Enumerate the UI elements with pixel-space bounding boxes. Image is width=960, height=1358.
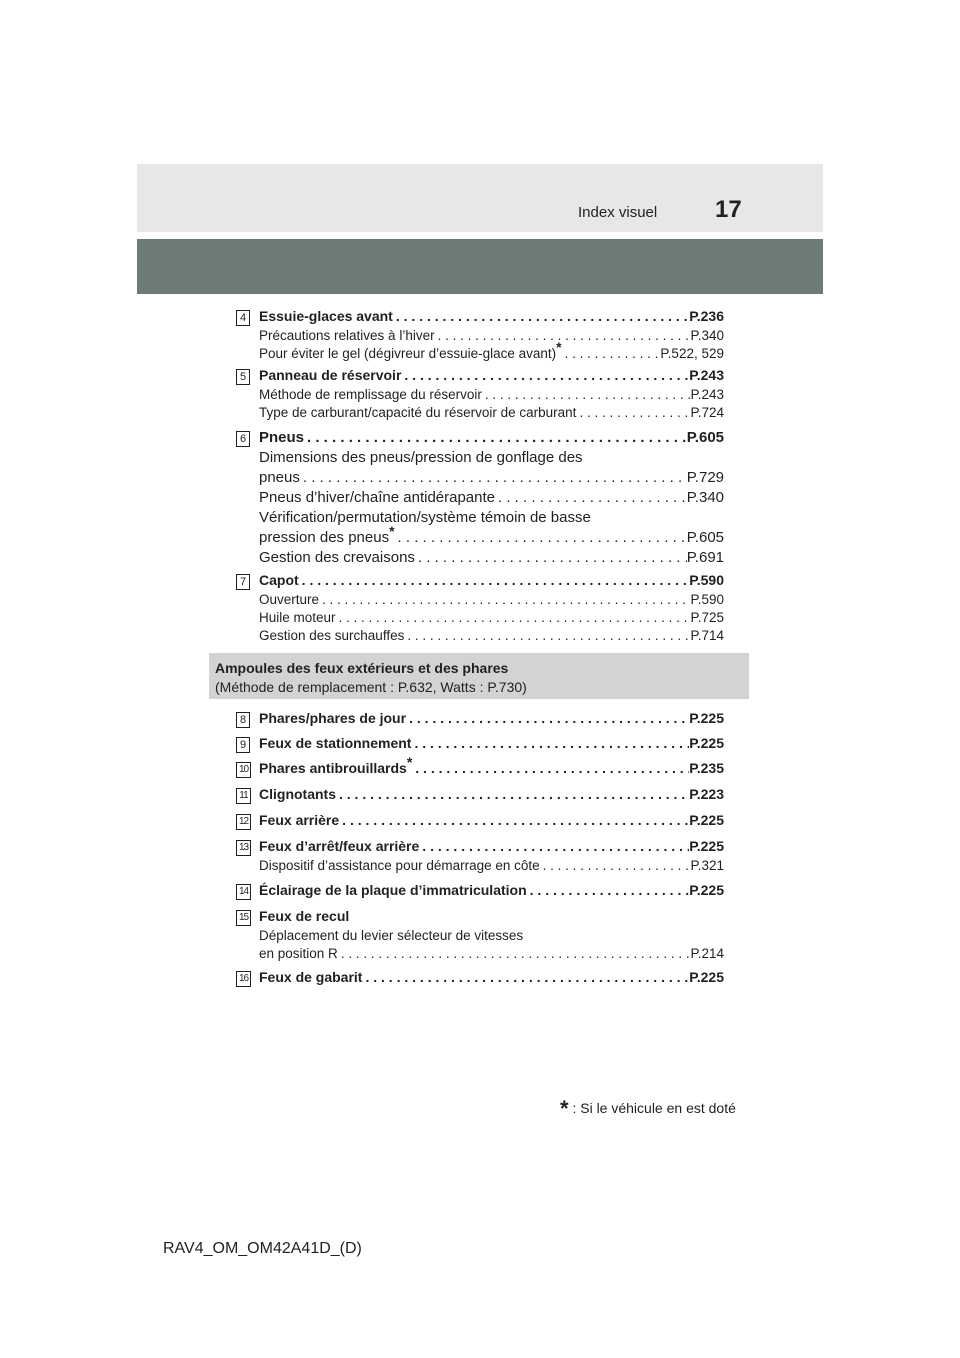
entry-title: Pneus [259, 429, 305, 446]
page-ref[interactable]: P.340 [690, 328, 724, 343]
entry-essuie-glaces [236, 308, 724, 364]
callout-number: 7 [236, 574, 250, 590]
page-number: 17 [715, 196, 742, 223]
footnote-star: * [560, 1096, 569, 1121]
callout-number: 15 [236, 910, 251, 926]
section-title: Index visuel [578, 204, 658, 221]
page-ref[interactable]: P.243 [689, 367, 724, 383]
page-ref[interactable]: P.225 [689, 735, 724, 751]
entry-capot [236, 572, 724, 646]
callout-number: 8 [236, 712, 250, 728]
entry-title: Capot [259, 572, 299, 588]
sub-item: pression des pneus* [259, 523, 395, 546]
sub-item-line: Dimensions des pneus/pression de gonflage des [259, 449, 583, 466]
callout-number: 10 [236, 762, 251, 778]
page-ref[interactable]: P.729 [686, 469, 724, 486]
entry-phares-antibrouillards [236, 754, 724, 780]
page-ref[interactable]: P.225 [689, 710, 724, 726]
lights-section-subtitle: (Méthode de remplacement : P.632, Watts : P.730) [215, 679, 527, 695]
sub-item: Méthode de remplissage du réservoir [259, 387, 482, 402]
entry-panneau-reservoir [236, 367, 724, 423]
entry-title: Feux de gabarit [259, 969, 363, 985]
page-ref[interactable]: P.340 [686, 489, 724, 506]
page-ref[interactable]: P.225 [689, 812, 724, 828]
page-ref[interactable]: P.522, 529 [660, 346, 724, 361]
entry-title: Feux de recul [259, 908, 350, 924]
page-ref[interactable]: P.225 [689, 838, 724, 854]
callout-number: 9 [236, 737, 250, 753]
entry-title: Éclairage de la plaque d’immatriculation [259, 882, 527, 898]
callout-number: 6 [236, 431, 250, 447]
sub-item-line: Déplacement du levier sélecteur de vitesses [259, 928, 524, 943]
sub-item-line: Vérification/permutation/système témoin de basse [259, 509, 591, 526]
sub-item: Précautions relatives à l’hiver [259, 328, 435, 343]
sub-item: en position R [259, 946, 338, 961]
sub-item: Ouverture [259, 592, 320, 607]
entry-title: Panneau de réservoir [259, 367, 402, 383]
page-ref[interactable]: P.724 [690, 405, 724, 420]
entry-title: Clignotants [259, 786, 336, 802]
entry-pneus [236, 429, 724, 569]
page-ref[interactable]: P.714 [690, 628, 724, 643]
entry-feux-stationnement [236, 735, 724, 755]
sub-item: Huile moteur [259, 610, 336, 625]
entry-feux-gabarit [236, 969, 724, 989]
entry-title: Feux d’arrêt/feux arrière [259, 838, 420, 854]
page-ref[interactable]: P.590 [690, 592, 724, 607]
sub-item: Pneus d’hiver/chaîne antidérapante [259, 489, 496, 506]
page-ref[interactable]: P.235 [689, 760, 724, 776]
entry-feux-recul [236, 908, 724, 964]
page-ref[interactable]: P.214 [690, 946, 724, 961]
callout-number: 11 [236, 788, 251, 804]
page-ref[interactable]: P.225 [689, 882, 724, 898]
entry-title: Feux de stationnement [259, 735, 412, 751]
sub-item: pneus [259, 469, 300, 486]
page-ref[interactable]: P.243 [690, 387, 724, 402]
callout-number: 13 [236, 840, 251, 856]
page-ref[interactable]: P.605 [686, 529, 724, 546]
page-ref[interactable]: P.236 [689, 308, 724, 324]
lights-section-box [209, 653, 749, 699]
footnote-star: * [556, 339, 562, 355]
footnote-star: * [389, 523, 395, 539]
page-ref[interactable]: P.605 [686, 429, 724, 446]
page-ref[interactable]: P.223 [689, 786, 724, 802]
entry-eclairage-plaque [236, 882, 724, 902]
lights-section-title: Ampoules des feux extérieurs et des phares [215, 660, 509, 676]
footnote [560, 1096, 736, 1122]
sub-item: Pour éviter le gel (dégivreur d’essuie-glace avant)* [259, 339, 562, 361]
footnote-text: : Si le véhicule en est doté [572, 1100, 736, 1116]
callout-number: 12 [236, 814, 251, 830]
entry-clignotants [236, 786, 724, 806]
entry-phares [236, 710, 724, 730]
entry-title: Feux arrière [259, 812, 340, 828]
callout-number: 16 [236, 971, 251, 987]
page-ref[interactable]: P.725 [690, 610, 724, 625]
sub-item: Type de carburant/capacité du réservoir de carburant [259, 405, 577, 420]
entry-title: Essuie-glaces avant [259, 308, 393, 324]
entry-title: Phares/phares de jour [259, 710, 407, 726]
sub-item: Gestion des crevaisons [259, 549, 415, 566]
document-code: RAV4_OM_OM42A41D_(D) [163, 1240, 362, 1257]
entry-feux-arriere [236, 812, 724, 832]
page-ref[interactable]: P.321 [690, 858, 724, 873]
header-band-dark [137, 239, 823, 294]
callout-number: 5 [236, 369, 250, 385]
footnote-star: * [406, 754, 413, 770]
entry-feux-arret [236, 838, 724, 876]
sub-item: Dispositif d’assistance pour démarrage en côte [259, 858, 540, 873]
entry-title: Phares antibrouillards* [259, 754, 413, 776]
callout-number: 4 [236, 310, 250, 326]
page-ref[interactable]: P.225 [689, 969, 724, 985]
page-ref[interactable]: P.691 [686, 549, 724, 566]
page-ref[interactable]: P.590 [689, 572, 724, 588]
sub-item: Gestion des surchauffes [259, 628, 405, 643]
callout-number: 14 [236, 884, 251, 900]
